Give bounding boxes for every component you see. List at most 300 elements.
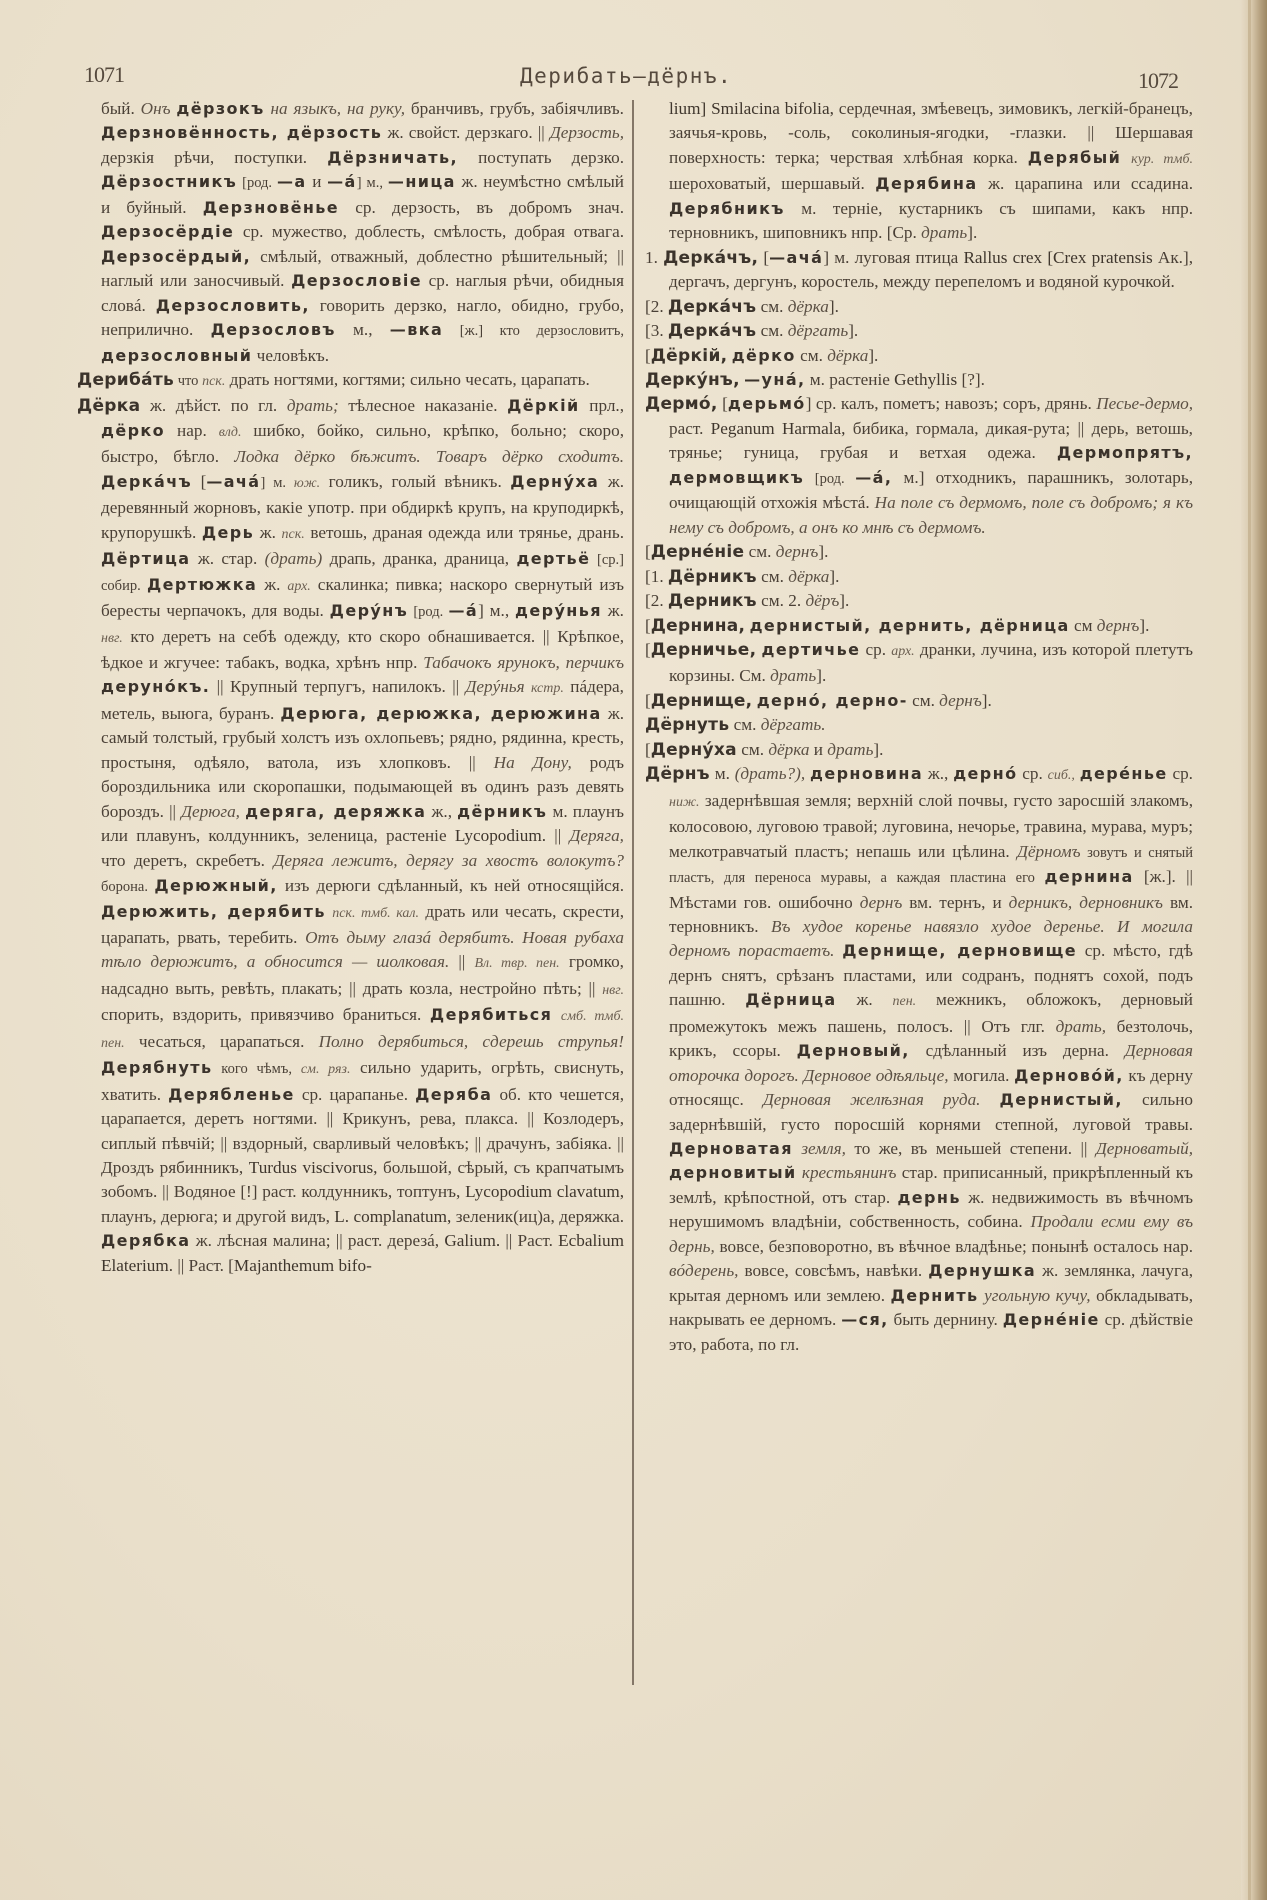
text-run: Продали есми ему въ дернь, bbox=[669, 1212, 1194, 1256]
entry-dern bbox=[645, 762, 1193, 1357]
text-run: дерунóкъ. bbox=[101, 677, 211, 697]
text-run: ж. стар. bbox=[190, 549, 265, 569]
text-run: см. bbox=[744, 542, 776, 562]
text-run: [ж.] кто дерзословитъ, bbox=[443, 323, 624, 340]
text-run: кто деретъ на себѣ одежду, кто скоро обнашивается. || Крѣпкое, ѣдкое и жгучее: табакъ, водка, хрѣнъ нпр. bbox=[101, 626, 624, 672]
text-run: Дерновый, bbox=[796, 1041, 910, 1061]
headword: Дёрка bbox=[77, 396, 141, 417]
entry-dermo bbox=[645, 392, 1193, 540]
text-run: см. ряз. bbox=[300, 1062, 351, 1078]
text-run: —á bbox=[448, 601, 479, 621]
text-run: Дерюга, дерюжка, дерюжина bbox=[280, 703, 602, 723]
column-divider bbox=[632, 100, 634, 1685]
text-run: арх. bbox=[287, 578, 311, 594]
text-run: Деряба bbox=[415, 1084, 493, 1104]
text-run: ]. bbox=[839, 591, 850, 611]
text-run: Lycopodium clavatum, bbox=[465, 1182, 624, 1202]
text-run: [род. bbox=[408, 604, 449, 621]
text-run: ] ср. калъ, пометъ; навозъ; соръ, дрянь. bbox=[805, 394, 1097, 414]
text-run: дёрникъ bbox=[457, 801, 548, 821]
text-run: ср. bbox=[1167, 764, 1193, 784]
text-run: Дерзосёрдіе bbox=[101, 222, 235, 242]
text-run: дертьё bbox=[516, 549, 591, 569]
text-run: вóдерень, bbox=[669, 1261, 739, 1281]
text-run: ж. bbox=[601, 601, 624, 621]
text-run: см. bbox=[756, 321, 788, 341]
text-run: дерникъ, дерновникъ bbox=[1008, 892, 1163, 912]
text-run: 1. bbox=[645, 247, 664, 267]
entry-derkach-1 bbox=[645, 246, 1193, 295]
text-run: Дерзословіе bbox=[291, 271, 422, 291]
text-run: Turdus viscivorus, bbox=[248, 1158, 378, 1178]
text-run: дёрка bbox=[787, 296, 829, 316]
text-run: говорить дерзко, нагло, обидно, грубо, неприлично. bbox=[101, 295, 625, 340]
text-run: Песье-дермо, bbox=[1096, 394, 1193, 414]
text-run: Дерновая желѣзная руда. bbox=[762, 1090, 981, 1110]
text-run: дерновитый bbox=[669, 1163, 797, 1183]
text-run: ж. деревянный жорновъ, какіе употр. при обдиркѣ крупъ, на круподиркѣ, крупорушкѣ. bbox=[101, 471, 624, 542]
text-run: см. bbox=[756, 296, 788, 316]
text-run: Дерзновённость, дёрзость bbox=[101, 123, 383, 143]
text-run: и bbox=[809, 739, 828, 759]
text-run: спорить, вздорить, привязчиво браниться. bbox=[101, 1005, 430, 1025]
text-run: ж. дѣйст. по гл. bbox=[140, 396, 287, 416]
text-run: дертичье bbox=[761, 639, 861, 659]
text-run: Дернина, bbox=[650, 615, 746, 636]
text-run: бый. bbox=[101, 99, 141, 118]
text-run: плаунъ, дерюга; и другой видъ, bbox=[101, 1206, 335, 1226]
text-run: скалинка; пивка; наскоро свернутый изъ бересты черпачокъ, для воды. bbox=[101, 574, 624, 621]
text-run: Дернистый, bbox=[999, 1090, 1123, 1110]
page-edge bbox=[1241, 0, 1267, 1900]
text-run: дерýнья bbox=[515, 601, 602, 621]
text-run: ср. bbox=[860, 639, 892, 659]
text-run: Полно дерябиться, сдерешь струпья! bbox=[318, 1031, 624, 1051]
text-run: борона. bbox=[101, 879, 155, 896]
text-run: || Раст. bbox=[500, 1231, 559, 1251]
text-run: [ bbox=[645, 690, 651, 710]
text-run: ]. bbox=[868, 345, 879, 365]
text-run: [ bbox=[645, 345, 651, 365]
text-run: сиб., bbox=[1047, 768, 1075, 784]
text-run: ] м. bbox=[260, 474, 294, 491]
text-run: ]. bbox=[1139, 615, 1150, 635]
entry-dernichye bbox=[645, 638, 1193, 689]
text-run: пск. bbox=[202, 373, 226, 389]
text-run: прл., bbox=[579, 396, 624, 416]
text-run: Дерноватый, bbox=[1095, 1139, 1193, 1159]
text-run: ]. bbox=[828, 296, 839, 316]
text-run: Дерничье, bbox=[650, 639, 757, 660]
text-run: родъ бороздильника или скоропашки, подымающей въ одинъ разъ девять бороздъ. || bbox=[101, 752, 625, 821]
text-run: раст. bbox=[669, 418, 711, 438]
text-run: Ecbalium Elaterium. bbox=[101, 1231, 624, 1275]
text-run: ]. bbox=[829, 566, 840, 586]
text-run: ср. bbox=[1017, 764, 1048, 784]
text-run: L. complanatum, bbox=[334, 1206, 452, 1226]
text-run: ж. землянка, лачуга, крытая дерномъ или землею. bbox=[669, 1261, 1193, 1305]
entry-derkiy bbox=[645, 344, 1193, 368]
text-run: —ачá bbox=[206, 471, 261, 491]
text-run: Majanthemum bifo- bbox=[233, 1255, 372, 1275]
text-run: Дернéніе bbox=[650, 542, 745, 563]
text-run: —а bbox=[277, 172, 307, 192]
text-run: м. плаунъ или плавунъ, колдунникъ, зеленица, растеніе bbox=[101, 801, 624, 846]
text-run: кур. тмб. bbox=[1131, 151, 1193, 167]
text-run: [1. bbox=[645, 566, 668, 586]
text-run: Дерябый bbox=[1027, 147, 1122, 167]
text-run: могила. bbox=[948, 1065, 1015, 1085]
text-run: смѣлый, отважный, доблестно рѣшительный; || наглый или заносчивый. bbox=[101, 246, 624, 291]
text-run: дернистый, дернить, дёрница bbox=[749, 615, 1070, 635]
text-run: Дерюга, bbox=[181, 801, 240, 821]
text-run: дерéнье bbox=[1079, 764, 1168, 784]
text-run: [ср.] собир. bbox=[101, 552, 624, 594]
text-run: Деркáчъ bbox=[101, 471, 193, 491]
text-run: зеленик(иц)а, деряжка. bbox=[451, 1206, 624, 1226]
text-run: || bbox=[449, 952, 475, 972]
text-run: [ bbox=[192, 471, 207, 491]
text-run: ]. bbox=[818, 542, 829, 562]
page-number-right: 1072 bbox=[1138, 68, 1178, 93]
text-run: Дерноватая bbox=[669, 1139, 793, 1159]
text-run: дранки, лучина, изъ которой плетутъ корзины. См. bbox=[669, 639, 1193, 686]
text-run: Деряга лежитъ, дерягу за хвостъ волокутъ? bbox=[273, 850, 625, 870]
text-run: ж. лѣсная малина; || раст. дерезá, bbox=[190, 1231, 445, 1251]
text-run: м. терніе, кустарникъ съ шипами, какъ нпр. терновникъ, шиповникъ нпр. [Ср. bbox=[669, 198, 1193, 243]
text-run: Smilacina bifolia, bbox=[706, 99, 834, 118]
text-run: Дёрнуть bbox=[645, 715, 730, 736]
text-run: Деркýнъ, bbox=[645, 369, 740, 390]
text-run: об. кто чешется, царапается, деретъ ногтями. || Крикунъ, рева, плакса. || Козлодеръ, сиплый пѣвчій; || вздорный, сварливый человѣкъ; || драчунъ, забіяка. || Дроздъ рябинникъ, bbox=[101, 1084, 624, 1178]
text-run: ж., bbox=[923, 764, 954, 784]
text-run: Дерюжный, bbox=[154, 876, 278, 896]
text-run: ]. bbox=[981, 690, 992, 710]
text-run: ж. bbox=[836, 990, 893, 1010]
text-run: ] м., bbox=[478, 601, 516, 621]
text-run: Дёрзостникъ bbox=[101, 172, 238, 192]
text-run: —ачá bbox=[769, 247, 824, 267]
text-run: Дерябленье bbox=[168, 1084, 295, 1104]
text-run: [род. bbox=[237, 175, 278, 192]
text-run: Дермó, bbox=[645, 394, 718, 415]
text-run: пск. bbox=[281, 526, 305, 542]
text-run: м. bbox=[709, 764, 735, 784]
text-run: Табачокъ ярунокъ, перчикъ bbox=[423, 652, 624, 672]
entry-dernut bbox=[645, 713, 1193, 737]
text-run: ] м. луговая птица bbox=[823, 247, 964, 267]
text-run: дёрко bbox=[731, 345, 796, 365]
text-run: Дерябина bbox=[875, 174, 978, 194]
text-run: на языкъ, на руку, bbox=[270, 99, 406, 118]
text-run: Galium. bbox=[444, 1231, 501, 1251]
text-run: Дёрнъ bbox=[645, 764, 710, 785]
headword: Дерибáть bbox=[77, 369, 175, 390]
text-run: Дёрномъ bbox=[1016, 841, 1081, 861]
entry-continuation bbox=[645, 97, 1193, 246]
entry-derkun bbox=[645, 368, 1193, 392]
text-run: дернъ bbox=[775, 542, 819, 562]
text-run: [ bbox=[645, 542, 651, 562]
text-run: Вл. твр. пен. bbox=[474, 956, 560, 972]
text-run: стар. приписанный, прикрѣпленный къ землѣ, крѣпостной, отъ стар. bbox=[669, 1163, 1194, 1207]
text-run: драть bbox=[827, 739, 874, 759]
text-run: [ж.]. || Мѣстами гов. ошибочно bbox=[669, 867, 1193, 912]
entry-derkach-3 bbox=[645, 319, 1193, 343]
text-run: [ bbox=[717, 394, 728, 414]
text-run: Дерь bbox=[201, 522, 255, 542]
text-run: —ся, bbox=[841, 1310, 889, 1330]
text-run: см. bbox=[729, 715, 761, 735]
text-run: Дёркій bbox=[507, 396, 580, 416]
text-run: [2. bbox=[645, 296, 668, 316]
text-run: lium] bbox=[669, 99, 707, 118]
text-run: [2. bbox=[645, 591, 668, 611]
text-run: Дёркій, bbox=[650, 345, 728, 366]
text-run: дернъ bbox=[859, 892, 903, 912]
text-run: нвг. bbox=[101, 630, 123, 646]
entry-continuation bbox=[77, 97, 624, 368]
text-run: ср. наглыя рѣчи, обидныя словá. bbox=[101, 271, 624, 315]
text-run: Лодка дёрко бѣжитъ. Товаръ дёрко сходитъ. bbox=[234, 447, 624, 467]
text-run: Дерюжить, дерябить bbox=[101, 901, 326, 921]
running-title: Дерибать—дёрнъ. bbox=[520, 64, 733, 88]
text-run: [род. bbox=[804, 470, 856, 487]
text-run: тѣлесное наказаніе. bbox=[338, 396, 508, 416]
text-run: и bbox=[306, 172, 328, 192]
text-run: ]. bbox=[967, 223, 978, 243]
text-run: громко, надсадно выть, ревѣть, плакать; || драть козла, нестройно пѣть; || bbox=[101, 952, 624, 998]
text-run: Отъ дыму глазá дерябитъ. Новая рубаха тѣло дерюжитъ, а обносится — шолковая. bbox=[101, 927, 624, 972]
text-run: Дерзосёрдый, bbox=[101, 246, 252, 266]
text-run: Дерзновёнье bbox=[202, 197, 340, 217]
entry-derneniye-ref bbox=[645, 540, 1193, 564]
text-run: ниж. bbox=[669, 794, 700, 810]
text-run: см. bbox=[736, 739, 769, 759]
text-run: м., bbox=[335, 320, 390, 340]
text-run: ж. bbox=[257, 574, 288, 594]
left-column bbox=[77, 97, 624, 1278]
text-run: (драть) bbox=[264, 549, 323, 569]
text-run: драть bbox=[770, 666, 817, 686]
text-run: [ bbox=[645, 739, 651, 759]
right-column bbox=[645, 97, 1193, 1357]
text-run: —ница bbox=[387, 172, 456, 192]
text-run: дернъ bbox=[1096, 615, 1140, 635]
entry-dernik-1 bbox=[645, 565, 1193, 589]
text-run: дёрзокъ bbox=[176, 99, 265, 118]
text-run: дёрка bbox=[827, 345, 869, 365]
text-run: большой, сѣрый, съ крапчатымъ зобомъ. || Водяное [!] раст. колдунникъ, топтунъ, bbox=[101, 1158, 624, 1202]
entry-dernukha bbox=[645, 738, 1193, 762]
text-run: шибко, бойко, сильно, крѣпко, больно; скоро, быстро, бѣгло. bbox=[101, 420, 625, 467]
text-run: Rallus crex [Crex pratensis bbox=[963, 247, 1153, 267]
text-run: сильно задернѣвшій, густо поросшій корнями степной, луговой травы. bbox=[669, 1090, 1193, 1134]
text-run: Дернýха bbox=[650, 739, 737, 760]
text-run: Дерзословить, bbox=[155, 295, 310, 315]
text-run: —á bbox=[327, 172, 357, 192]
text-run: Дёрникъ bbox=[667, 566, 757, 587]
text-run: Дерзость, bbox=[549, 123, 625, 143]
entry-dernishche bbox=[645, 689, 1193, 713]
text-run: Дерябнуть bbox=[101, 1058, 213, 1078]
text-run: Дерникъ bbox=[667, 591, 757, 612]
text-run: Дерýнъ bbox=[329, 601, 409, 621]
text-run: ср. царапанье. bbox=[294, 1084, 416, 1104]
text-run: кого чѣмъ, bbox=[212, 1061, 301, 1078]
text-run: Gethyllis bbox=[894, 369, 958, 389]
text-run: || Раст. [ bbox=[173, 1255, 234, 1275]
text-run: дернина bbox=[1044, 867, 1134, 887]
text-run: зовутъ и снятый пластъ, для переноса муравы, а каждая пластина его bbox=[669, 844, 1194, 887]
text-run: ]. bbox=[873, 739, 884, 759]
page-header bbox=[0, 62, 1267, 92]
text-run: Деряга, bbox=[569, 826, 624, 846]
text-run: пск. тмб. кал. bbox=[332, 905, 420, 921]
text-run: На Дону, bbox=[493, 752, 572, 772]
text-run: см. bbox=[907, 690, 940, 710]
text-run: Дерновóй, bbox=[1014, 1065, 1124, 1085]
text-run: Ак.], дергачъ, дергунъ, коростель, между перепеломъ и водяной курочкой. bbox=[669, 247, 1193, 292]
text-run: Дермопрятъ, дермовщикъ bbox=[669, 443, 1193, 487]
text-run: ср. дерзость, въ добромъ знач. bbox=[339, 197, 624, 217]
text-run: Въ худое коренье навязло худое деренье. И могила дерномъ порастаетъ. bbox=[669, 916, 1193, 961]
entry-dernik-2 bbox=[645, 589, 1193, 613]
text-run: ж. bbox=[254, 522, 282, 542]
text-run: ветошь, драная одежда или трянье, дрань. bbox=[304, 522, 624, 542]
text-run: ]. bbox=[848, 321, 859, 341]
text-run: ж., bbox=[426, 801, 458, 821]
text-run: м.] отходникъ, парашникъ, золотарь, очищающій отхожія мѣстá. bbox=[669, 467, 1193, 513]
text-run: что деретъ, скребетъ. bbox=[101, 850, 274, 870]
entry-derka bbox=[77, 394, 624, 1278]
text-run: бранчивъ, грубъ, забіячливъ. bbox=[405, 99, 624, 118]
text-run: безтолочь, крикъ, ссоры. bbox=[669, 1016, 1193, 1061]
text-run: Дерýнья bbox=[465, 677, 525, 697]
text-run: быть дернину. bbox=[888, 1310, 1003, 1330]
text-run: дернó, дерно- bbox=[756, 690, 908, 710]
text-run: влд. bbox=[218, 424, 242, 440]
text-run: [?]. bbox=[957, 369, 985, 389]
text-run: см. 2. bbox=[756, 591, 806, 611]
text-run: вовсе, совсѣмъ, навѣки. bbox=[738, 1261, 929, 1281]
text-run: м. растеніе bbox=[805, 369, 895, 389]
text-run: шероховатый, шершавый. bbox=[669, 174, 876, 194]
text-run: см bbox=[1069, 615, 1097, 635]
text-run: сердечная, змѣевецъ, зимовикъ, легкій-бранецъ, заячья-кровь, -соль, соколиныя-ягодки, -глазки. || Шершавая поверхность: терка; черствая хлѣбная корка. bbox=[669, 99, 1193, 167]
text-run: [ bbox=[645, 639, 651, 659]
text-run: Дёртица bbox=[101, 549, 191, 569]
text-run: пáдера, метель, выюга, буранъ. bbox=[101, 677, 624, 723]
text-run: драть или чесать, скрести, царапать, рвать, теребить. bbox=[101, 901, 625, 947]
text-run: ] м., bbox=[356, 175, 388, 192]
text-run: обкладывать, накрывать ее дерномъ. bbox=[669, 1285, 1193, 1330]
text-run: Онъ bbox=[140, 99, 171, 118]
text-run: что bbox=[174, 372, 203, 389]
text-run: дёргать. bbox=[760, 715, 826, 735]
text-run: драть; bbox=[286, 396, 339, 416]
text-run: дерновина bbox=[810, 764, 924, 784]
text-run: бибика, гормала, дикая-рута; || дерь, ветошь, трянье; гуница, грубая и ветхая одежа. bbox=[669, 418, 1193, 463]
text-run: драть, bbox=[1055, 1016, 1107, 1036]
text-run: см. bbox=[756, 566, 789, 586]
text-run: дернъ bbox=[939, 690, 982, 710]
text-run: (драть?), bbox=[734, 764, 806, 784]
text-run: дернó bbox=[953, 764, 1018, 784]
text-run: Дёрзничать, bbox=[327, 147, 458, 167]
text-run: къ дерну относящс. bbox=[669, 1065, 1193, 1110]
text-run: На поле съ дермомъ, поле съ добромъ; я къ нему съ добромъ, а онъ ко мнѣ съ дермомъ. bbox=[669, 493, 1193, 537]
text-run: дерьмó bbox=[727, 394, 806, 414]
text-run: Дернýха bbox=[510, 471, 600, 491]
text-run: земля, bbox=[801, 1139, 846, 1159]
text-run: сдѣланный изъ дерна. bbox=[909, 1041, 1125, 1061]
text-run: [3. bbox=[645, 321, 668, 341]
text-run: ж. свойст. дерзкаго. || bbox=[382, 123, 550, 143]
text-run: дёргать bbox=[787, 321, 849, 341]
text-run: ср. мѣсто, гдѣ дернъ снятъ, срѣзанъ пластами, или содранъ, поднятъ сохой, подъ пашню. bbox=[669, 941, 1193, 1010]
text-run: Дерябка bbox=[101, 1231, 191, 1251]
text-run: деряга, деряжка bbox=[245, 801, 427, 821]
text-run: поступать дерзко. bbox=[457, 147, 624, 167]
text-run: крестьянинъ bbox=[801, 1163, 897, 1183]
text-run: ]. bbox=[816, 666, 827, 686]
text-run: чесаться, царапаться. bbox=[124, 1031, 319, 1051]
text-run: дёръ bbox=[805, 591, 840, 611]
text-run: Дёрница bbox=[745, 990, 837, 1010]
text-run: [ bbox=[645, 615, 651, 635]
text-run: нвг. bbox=[602, 982, 624, 998]
text-run: задернѣвшая земля; верхній слой почвы, густо заросшій злакомъ, колосовою, луговою травой; луговина, нечорье, травина, мурава, муръ; мелкотравчатый пластъ; непашь или цѣлина. bbox=[669, 790, 1193, 861]
text-run: Дерябиться bbox=[429, 1005, 553, 1025]
text-run: см. bbox=[795, 345, 828, 365]
text-run: угольную кучу, bbox=[984, 1285, 1091, 1305]
text-run: Дернище, bbox=[650, 690, 753, 711]
text-run: кстр. bbox=[531, 681, 564, 697]
text-run: смб. тмб. пен. bbox=[101, 1009, 625, 1051]
text-run: нар. bbox=[165, 420, 219, 440]
entry-derkach-2 bbox=[645, 295, 1193, 319]
headword: Деркáчъ, bbox=[663, 247, 759, 268]
text-run: арх. bbox=[891, 643, 915, 659]
text-run: ж. недвижимость въ вѣчномъ нерушимомъ владѣніи, собственность, собина. bbox=[669, 1187, 1193, 1232]
text-run: человѣкъ. bbox=[252, 345, 330, 365]
text-run: —á, bbox=[855, 467, 893, 487]
text-run: || bbox=[546, 826, 570, 846]
text-run: || Крупный терпугъ, напилокъ. || bbox=[210, 677, 466, 697]
text-run: пен. bbox=[892, 994, 917, 1010]
text-run: Дернить bbox=[890, 1285, 979, 1305]
text-run: ср. мужество, доблесть, смѣлость, добрая отвага. bbox=[234, 222, 624, 242]
text-run: дёрка bbox=[788, 566, 830, 586]
text-run: Дернище, дерновище bbox=[842, 941, 1077, 961]
text-run: сильно ударить, огрѣть, свиснуть, хватить. bbox=[101, 1058, 625, 1104]
text-run: —унá, bbox=[744, 369, 806, 389]
text-run: ср. дѣйствіе это, работа, по гл. bbox=[669, 1310, 1193, 1354]
text-run: дернь bbox=[897, 1187, 961, 1207]
text-run: драть ногтями, когтями; сильно чесать, царапать. bbox=[225, 369, 590, 389]
text-run: то же, въ меньшей степени. || bbox=[845, 1139, 1096, 1159]
text-run: драпь, дранка, драница, bbox=[322, 549, 517, 569]
text-run: ж. самый толстый, грубый холстъ изъ охлопьевъ; рядно, рядинна, кресть, простыня, одѣяло, ватола, изъ хлопковъ. || bbox=[101, 703, 624, 772]
text-run: ж. неумѣстно смѣлый и буйный. bbox=[101, 172, 624, 217]
text-run: Дернушка bbox=[928, 1261, 1037, 1281]
entry-dernina bbox=[645, 614, 1193, 638]
text-run: вм. терновникъ. bbox=[669, 892, 1193, 936]
text-run: Дерябникъ bbox=[669, 198, 785, 218]
text-run: голикъ, голый вѣникъ. bbox=[320, 471, 511, 491]
text-run: Деркáчъ bbox=[667, 296, 757, 317]
